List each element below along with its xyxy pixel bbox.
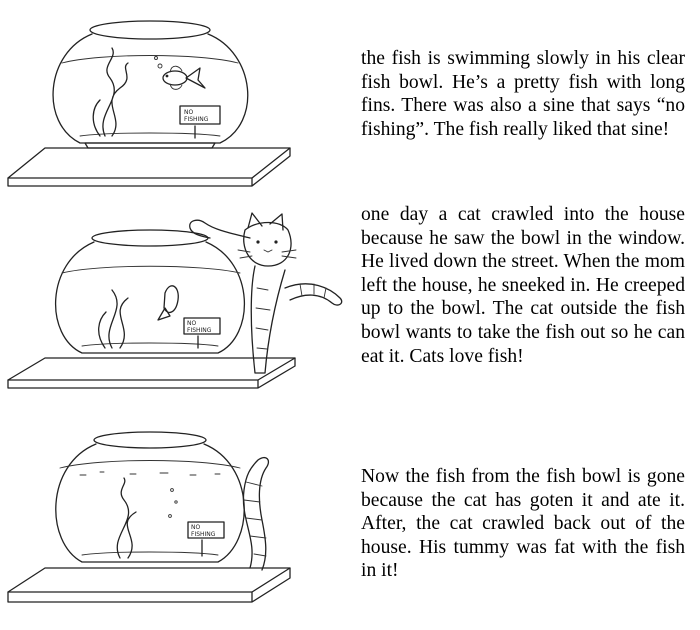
illustration-cat-at-bowl bbox=[0, 208, 350, 418]
seaweed bbox=[99, 290, 128, 348]
fish-bowl-drawing-3 bbox=[0, 420, 350, 630]
shelf bbox=[8, 568, 290, 592]
bowl-body bbox=[56, 242, 245, 353]
sign-text-no: NO bbox=[191, 524, 201, 531]
bowl-rim bbox=[94, 432, 206, 448]
story-paragraph-1: the fish is swimming slowly in his clear fish bowl. He’s a pretty fish with long fins. There was also a sine that says “no fishing”. The fish really liked that sine! bbox=[361, 48, 685, 140]
illustration-empty-bowl bbox=[0, 420, 350, 630]
sign-text-no: NO bbox=[187, 320, 197, 327]
sign-text-fishing: FISHING bbox=[191, 531, 216, 538]
sign-text-fishing: FISHING bbox=[187, 327, 212, 334]
bowl-body bbox=[53, 34, 248, 143]
story-paragraph-3: Now the fish from the fish bowl is gone because the cat has goten it and ate it. After, the cat crawled back out of the house. His tummy was fat with the fish in it! bbox=[361, 466, 685, 582]
story-paragraph-2: one day a cat crawled into the house because he saw the bowl in the window. He lived down the street. When the mom left the house, he sneeked in. He creeped up to the bowl. The cat outside the fish bowl wants to take the fish out so he can eat it. Cats love fish! bbox=[361, 204, 685, 367]
sign-text-no: NO bbox=[184, 109, 194, 116]
bowl-body bbox=[56, 444, 244, 562]
shelf bbox=[8, 358, 295, 380]
fish bbox=[158, 286, 178, 320]
cat-tail bbox=[243, 458, 268, 570]
sign-text-fishing: FISHING bbox=[184, 116, 209, 123]
seaweed bbox=[93, 48, 128, 136]
seaweed bbox=[117, 478, 136, 558]
fish-bowl-drawing-2 bbox=[0, 208, 350, 418]
fish-bowl-drawing-1 bbox=[0, 8, 350, 218]
shelf bbox=[8, 148, 290, 178]
bowl-rim bbox=[92, 230, 208, 246]
fish bbox=[155, 57, 206, 90]
bowl-rim bbox=[90, 21, 210, 39]
cat bbox=[190, 213, 342, 373]
illustration-fish-in-bowl bbox=[0, 8, 350, 218]
no-fishing-sign bbox=[188, 522, 224, 556]
